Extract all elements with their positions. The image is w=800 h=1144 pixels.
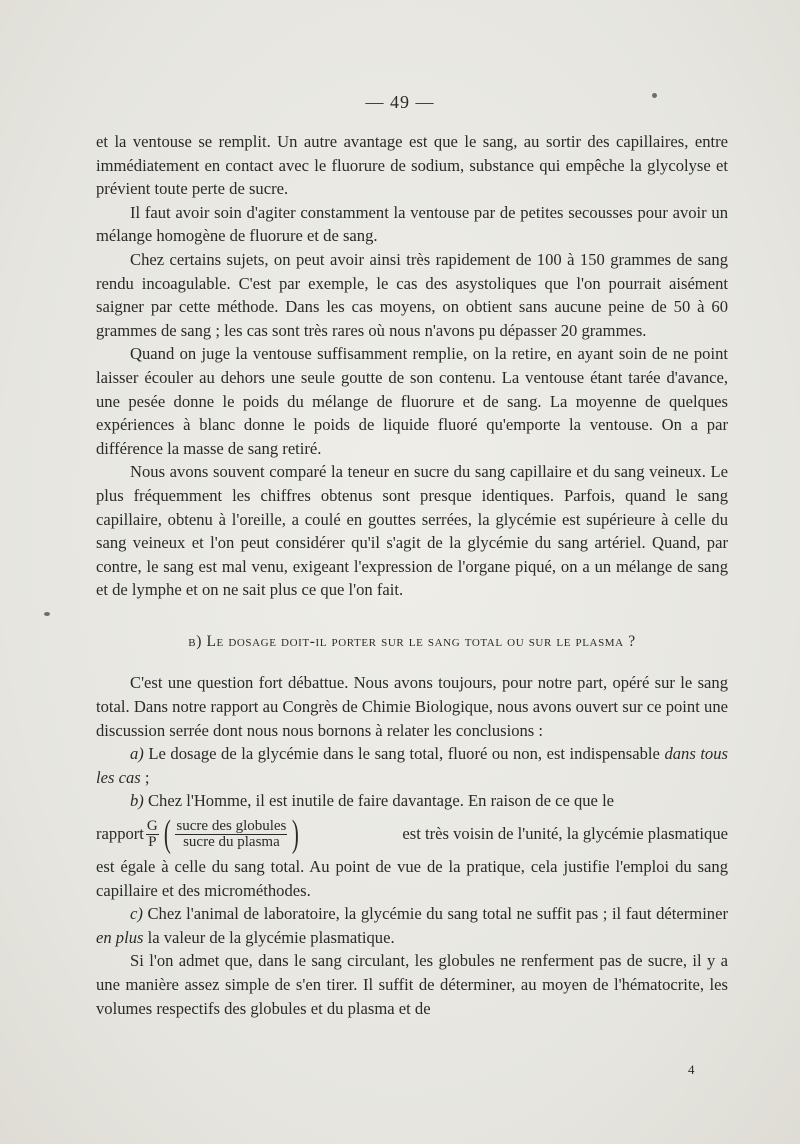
item-a-label: a): [130, 744, 144, 764]
ratio-formula: [96, 813, 302, 856]
item-a-emphasis: dans tous les cas: [96, 744, 728, 787]
item-c-text-after: la valeur de la glycémie plasmatique.: [147, 927, 395, 947]
paragraph-6: C'est une question fort débattue. Nous avons toujours, pour notre part, opéré sur le sang total. Dans notre rapport au Congrès de Chimie Biologique, nous avons ouvert sur ce point une discussion serrée dont nous nous bornons à relater les conclusions :: [96, 673, 728, 740]
sugar-ratio-denominator: sucre du plasma: [183, 833, 280, 850]
item-a-text: Le dosage de la glycémie dans le sang total, fluoré ou non, est indispensable: [148, 744, 660, 764]
ink-spot-icon: [44, 612, 50, 616]
section-heading: b) Le dosage doit-il porter sur le sang total ou sur le plasma ?: [188, 632, 636, 650]
item-c: [96, 902, 728, 949]
item-c-text-before: Chez l'animal de laboratoire, la glycémie du sang total ne suffit pas ; il faut déterminer: [147, 904, 728, 924]
ratio-numerator: G: [146, 817, 158, 834]
item-a: [96, 742, 728, 789]
sugar-ratio: [175, 819, 287, 850]
ratio-g-over-p: [146, 819, 159, 850]
left-parenthesis: (: [163, 813, 171, 856]
paragraph-1: et la ventouse se remplit. Un autre avantage est que le sang, au sortir des capillaires, entre immédiatement en contact avec le fluorure de sodium, substance qui empêche la glycolyse et prévient toute perte de sucre.: [96, 132, 728, 199]
sugar-ratio-numerator: sucre des globules: [176, 817, 287, 834]
signature-mark: 4: [688, 1062, 695, 1077]
formula-prefix: rapport: [96, 824, 144, 844]
right-parenthesis: ): [292, 813, 300, 856]
paragraph-5: Nous avons souvent comparé la teneur en sucre du sang capillaire et du sang veineux. Le plus fréquemment les chiffres obtenus sont presque identiques. Parfois, quand le sang capillaire, obtenu à l'oreille, a coulé en gouttes serrées, la glycémie est supérieure à celle du sang veineux et l'on peut considérer qu'il s'agit de la glycémie du sang artériel. Quand, par contre, le sang est mal venu, exigeant l'expression de l'organe piqué, on a un mélange de sang et de lymphe et on ne sait plus ce que l'on fait.: [96, 462, 728, 600]
paragraph-2: Il faut avoir soin d'agiter constamment la ventouse par de petites secousses pour avoir un mélange homogène de fluorure et de sang.: [96, 202, 728, 246]
ratio-denominator: P: [148, 833, 157, 850]
paragraph-3: Chez certains sujets, on peut avoir ainsi très rapidement de 100 à 150 grammes de sang rendu incoagulable. C'est par exemple, le cas des asystoliques que l'on pourrait aisément saigner par cette méthode. Dans les cas moyens, on obtient sans aucune peine de 50 à 60 grammes de sang ; les cas sont très rares où nous n'avons pu dépasser 20 grammes.: [96, 249, 728, 340]
paragraph-last: Si l'on admet que, dans le sang circulant, les globules ne renferment pas de sucre, il y a une manière assez simple de s'en tirer. Il suffit de déterminer, au moyen de l'hématocrite, les volumes respectifs des globules et du plasma et de: [96, 951, 728, 1018]
formula-suffix: est très voisin de l'unité, la glycémie plasmatique: [402, 824, 728, 844]
item-b-continuation: est égale à celle du sang total. Au point de vue de la pratique, cela justifie l'emploi du sang capillaire et des microméthodes.: [96, 857, 728, 900]
item-c-emphasis: en plus: [96, 927, 144, 947]
paragraph-4: Quand on juge la ventouse suffisamment remplie, on la retire, en ayant soin de ne point laisser écouler au dehors une seule goutte de son contenu. La ventouse étant tarée d'avance, une pesée donne le poids du mélange de fluorure et de sang. La moyenne de quelques expériences à blanc donne le poids de liquide fluoré qu'emporte la ventouse. On a par différence la masse de sang retiré.: [96, 344, 728, 458]
item-c-label: c): [130, 904, 143, 924]
item-a-end: ;: [140, 767, 150, 787]
body-text: [96, 130, 728, 1020]
page-number: — 49 —: [365, 92, 435, 112]
item-b-text: Chez l'Homme, il est inutile de faire davantage. En raison de ce que le: [147, 791, 615, 811]
item-b-label: b): [130, 791, 144, 811]
formula-line: [96, 813, 728, 856]
item-b: [96, 789, 728, 813]
ink-spot-icon: [652, 93, 657, 98]
